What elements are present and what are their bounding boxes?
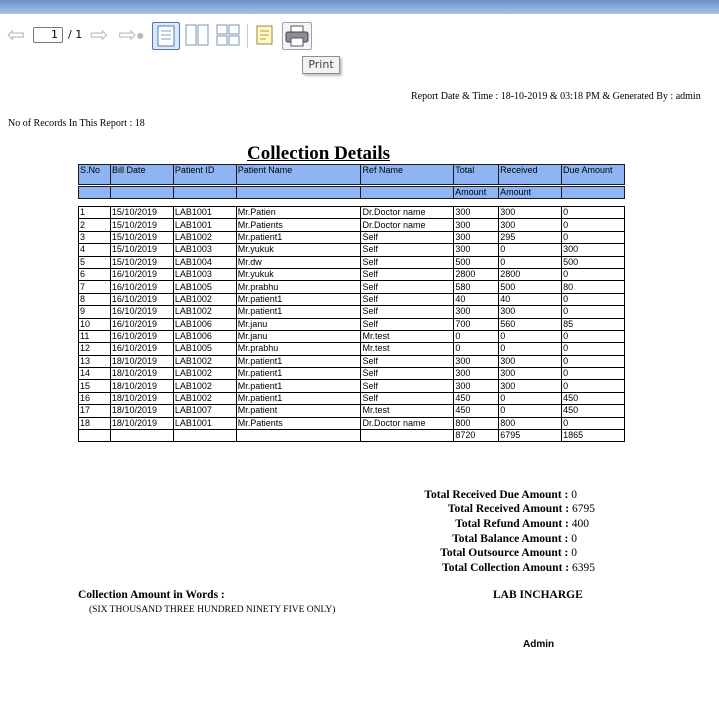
table-cell: 0 xyxy=(562,207,625,219)
table-cell: 0 xyxy=(499,405,562,417)
table-cell: Mr.dw xyxy=(236,256,361,268)
table-cell: 18/10/2019 xyxy=(110,417,173,429)
subheader-cell: Amount xyxy=(499,187,562,199)
table-row xyxy=(79,355,625,367)
table-cell: 15/10/2019 xyxy=(110,207,173,219)
summary-line xyxy=(442,562,595,574)
toolbar-separator xyxy=(247,24,248,48)
table-cell: 300 xyxy=(454,244,499,256)
table-cell: 15 xyxy=(79,380,111,392)
table-cell: 0 xyxy=(499,330,562,342)
table-cell: 300 xyxy=(454,368,499,380)
summary-value: 400 xyxy=(571,518,589,530)
summary-value: 0 xyxy=(571,547,577,559)
table-cell: Mr.test xyxy=(361,343,454,355)
data-table xyxy=(78,206,625,442)
table-cell: LAB1004 xyxy=(173,256,236,268)
table-row xyxy=(79,281,625,293)
records-count: No of Records In This Report : 18 xyxy=(8,118,145,129)
table-cell: LAB1001 xyxy=(173,219,236,231)
table-cell: 1 xyxy=(79,207,111,219)
table-cell: 5 xyxy=(79,256,111,268)
table-cell: 4 xyxy=(79,244,111,256)
summary-line xyxy=(448,503,595,515)
table-cell: Mr.patient1 xyxy=(236,355,361,367)
summary-label: Total Balance Amount : xyxy=(452,533,569,545)
table-cell: 500 xyxy=(562,256,625,268)
table-cell: Mr.janu xyxy=(236,318,361,330)
table-cell: 500 xyxy=(454,256,499,268)
table-cell: Mr.patient1 xyxy=(236,306,361,318)
subheader-cell: Amount xyxy=(454,187,499,199)
table-cell: LAB1006 xyxy=(173,318,236,330)
total-cell: 1865 xyxy=(562,430,625,442)
report-datetime: Report Date & Time : 18-10-2019 & 03:18 PM & Generated By : admin xyxy=(411,91,701,102)
table-cell: 300 xyxy=(562,244,625,256)
table-cell: Self xyxy=(361,355,454,367)
header-cell: S.No xyxy=(79,165,111,185)
table-cell: 16 xyxy=(79,392,111,404)
table-cell: Dr.Doctor name xyxy=(361,417,454,429)
table-cell: Mr.Patients xyxy=(236,219,361,231)
two-page-icon xyxy=(184,22,210,48)
table-cell: 0 xyxy=(562,330,625,342)
table-cell: Mr.prabhu xyxy=(236,343,361,355)
table-cell: LAB1002 xyxy=(173,380,236,392)
table-cell: 0 xyxy=(562,293,625,305)
table-cell: Mr.patient1 xyxy=(236,368,361,380)
table-cell: 10 xyxy=(79,318,111,330)
table-row xyxy=(79,268,625,280)
total-cell xyxy=(173,430,236,442)
table-cell: 450 xyxy=(562,405,625,417)
table-row xyxy=(79,380,625,392)
header-cell: Received xyxy=(499,165,562,185)
table-cell: Mr.Patien xyxy=(236,207,361,219)
header-cell: Patient ID xyxy=(173,165,236,185)
table-cell: 8 xyxy=(79,293,111,305)
table-cell: 0 xyxy=(562,417,625,429)
table-cell: 2800 xyxy=(499,268,562,280)
table-cell: 17 xyxy=(79,405,111,417)
words-value: (SIX THOUSAND THREE HUNDRED NINETY FIVE ONLY) xyxy=(89,605,336,615)
table-cell: 18/10/2019 xyxy=(110,380,173,392)
table-cell: 13 xyxy=(79,355,111,367)
header-cell: Due Amount xyxy=(562,165,625,185)
table-cell: 15/10/2019 xyxy=(110,244,173,256)
table-cell: 16/10/2019 xyxy=(110,293,173,305)
table-cell: LAB1003 xyxy=(173,268,236,280)
table-cell: 16/10/2019 xyxy=(110,306,173,318)
total-cell xyxy=(110,430,173,442)
table-cell: Mr.yukuk xyxy=(236,244,361,256)
table-header xyxy=(78,164,625,185)
table-cell: 9 xyxy=(79,306,111,318)
two-page-view-button[interactable] xyxy=(184,22,212,50)
previous-page-arrow-icon[interactable]: ⇦ xyxy=(6,22,26,48)
table-cell: 15/10/2019 xyxy=(110,219,173,231)
summary-line xyxy=(452,533,577,545)
table-cell: 450 xyxy=(454,405,499,417)
table-cell: 18/10/2019 xyxy=(110,405,173,417)
table-cell: 85 xyxy=(562,318,625,330)
table-cell: 300 xyxy=(499,306,562,318)
total-cell xyxy=(236,430,361,442)
table-cell: 300 xyxy=(499,355,562,367)
table-cell: 14 xyxy=(79,368,111,380)
header-row xyxy=(79,165,625,185)
table-row xyxy=(79,392,625,404)
table-cell: 700 xyxy=(454,318,499,330)
table-cell: 300 xyxy=(454,207,499,219)
summary-label: Total Collection Amount : xyxy=(442,562,570,574)
table-cell: 450 xyxy=(454,392,499,404)
report-title: Collection Details xyxy=(247,143,391,164)
words-label: Collection Amount in Words : xyxy=(78,589,225,601)
table-cell: Mr.yukuk xyxy=(236,268,361,280)
table-cell: 40 xyxy=(454,293,499,305)
table-cell: 300 xyxy=(499,380,562,392)
table-cell: 0 xyxy=(454,343,499,355)
multi-page-icon xyxy=(215,22,241,48)
table-cell: 15/10/2019 xyxy=(110,231,173,243)
table-cell: Self xyxy=(361,256,454,268)
table-cell: LAB1001 xyxy=(173,417,236,429)
multi-page-view-button[interactable] xyxy=(215,22,243,50)
table-row xyxy=(79,330,625,342)
table-cell: Mr.prabhu xyxy=(236,281,361,293)
table-cell: 18/10/2019 xyxy=(110,355,173,367)
table-cell: LAB1002 xyxy=(173,231,236,243)
subheader-cell xyxy=(236,187,361,199)
table-cell: 0 xyxy=(562,268,625,280)
table-cell: Self xyxy=(361,318,454,330)
table-cell: 300 xyxy=(499,368,562,380)
header-cell: Total xyxy=(454,165,499,185)
lab-incharge-label: LAB INCHARGE xyxy=(493,589,583,601)
table-cell: Dr.Doctor name xyxy=(361,219,454,231)
table-cell: 3 xyxy=(79,231,111,243)
subheader-cell xyxy=(110,187,173,199)
table-cell: 300 xyxy=(454,380,499,392)
table-cell: LAB1002 xyxy=(173,368,236,380)
table-cell: LAB1007 xyxy=(173,405,236,417)
table-cell: 18/10/2019 xyxy=(110,368,173,380)
header-cell: Patient Name xyxy=(236,165,361,185)
next-page-arrow-icon[interactable]: ⇨ xyxy=(89,22,109,48)
subheader-cell xyxy=(173,187,236,199)
table-cell: Self xyxy=(361,368,454,380)
table-cell: Mr.Patients xyxy=(236,417,361,429)
page-setup-icon xyxy=(252,22,278,48)
table-row xyxy=(79,293,625,305)
table-cell: Dr.Doctor name xyxy=(361,207,454,219)
report-viewer-toolbar xyxy=(0,14,719,56)
subheader-cell xyxy=(361,187,454,199)
table-cell: 800 xyxy=(499,417,562,429)
table-cell: 300 xyxy=(454,231,499,243)
table-cell: LAB1002 xyxy=(173,392,236,404)
table-cell: 0 xyxy=(562,343,625,355)
table-row xyxy=(79,207,625,219)
table-cell: 300 xyxy=(499,207,562,219)
table-cell: 500 xyxy=(499,281,562,293)
table-row xyxy=(79,318,625,330)
table-cell: Self xyxy=(361,231,454,243)
table-cell: Self xyxy=(361,392,454,404)
table-row xyxy=(79,306,625,318)
last-page-arrow-icon[interactable]: ⇨ ● xyxy=(118,22,144,48)
page-total-label: / 1 xyxy=(68,28,83,41)
table-cell: 80 xyxy=(562,281,625,293)
table-cell: 0 xyxy=(562,368,625,380)
table-subheader xyxy=(78,186,625,199)
table-cell: 0 xyxy=(499,256,562,268)
table-cell: Self xyxy=(361,306,454,318)
table-cell: 580 xyxy=(454,281,499,293)
table-cell: LAB1001 xyxy=(173,207,236,219)
print-tooltip: Print xyxy=(302,56,340,74)
header-cell: Bill Date xyxy=(110,165,173,185)
summary-value: 0 xyxy=(571,533,577,545)
total-cell: 6795 xyxy=(499,430,562,442)
table-cell: Self xyxy=(361,268,454,280)
page-number-input[interactable]: 1 xyxy=(33,27,63,43)
table-row xyxy=(79,417,625,429)
table-cell: 560 xyxy=(499,318,562,330)
table-cell: 0 xyxy=(499,343,562,355)
table-row xyxy=(79,244,625,256)
table-cell: 16/10/2019 xyxy=(110,318,173,330)
table-cell: 12 xyxy=(79,343,111,355)
page-setup-button[interactable] xyxy=(252,22,280,50)
table-cell: 7 xyxy=(79,281,111,293)
table-cell: 450 xyxy=(562,392,625,404)
table-cell: Mr.patient1 xyxy=(236,380,361,392)
table-cell: 0 xyxy=(562,231,625,243)
single-page-view-button[interactable] xyxy=(152,22,180,50)
total-row xyxy=(79,430,625,442)
header-cell: Ref Name xyxy=(361,165,454,185)
table-cell: 0 xyxy=(562,355,625,367)
table-cell: 295 xyxy=(499,231,562,243)
table-cell: 11 xyxy=(79,330,111,342)
table-cell: Self xyxy=(361,380,454,392)
table-cell: 300 xyxy=(454,306,499,318)
table-cell: Mr.patient1 xyxy=(236,231,361,243)
summary-label: Total Refund Amount : xyxy=(455,518,569,530)
summary-line xyxy=(440,547,577,559)
table-cell: 15/10/2019 xyxy=(110,256,173,268)
summary-label: Total Outsource Amount : xyxy=(440,547,569,559)
subheader-row xyxy=(79,187,625,199)
table-cell: LAB1002 xyxy=(173,355,236,367)
table-cell: 16/10/2019 xyxy=(110,330,173,342)
table-cell: Self xyxy=(361,281,454,293)
table-cell: 6 xyxy=(79,268,111,280)
table-cell: Mr.patient xyxy=(236,405,361,417)
table-cell: Self xyxy=(361,244,454,256)
table-cell: Mr.patient1 xyxy=(236,293,361,305)
table-cell: 0 xyxy=(562,219,625,231)
total-cell xyxy=(79,430,111,442)
summary-value: 0 xyxy=(571,489,577,501)
table-cell: 800 xyxy=(454,417,499,429)
table-cell: LAB1002 xyxy=(173,306,236,318)
table-cell: 40 xyxy=(499,293,562,305)
table-cell: LAB1002 xyxy=(173,293,236,305)
table-cell: 300 xyxy=(454,219,499,231)
signatory-name: Admin xyxy=(523,639,555,650)
table-cell: 300 xyxy=(454,355,499,367)
print-button[interactable] xyxy=(282,22,312,50)
subheader-cell xyxy=(79,187,111,199)
summary-label: Total Received Amount : xyxy=(447,503,570,515)
single-page-icon xyxy=(153,23,179,49)
table-cell: 18 xyxy=(79,417,111,429)
summary-label: Total Received Due Amount : xyxy=(424,489,569,501)
table-cell: 18/10/2019 xyxy=(110,392,173,404)
table-cell: 0 xyxy=(499,244,562,256)
table-cell: Mr.test xyxy=(361,330,454,342)
table-cell: 300 xyxy=(499,219,562,231)
table-row xyxy=(79,405,625,417)
summary-value: 6795 xyxy=(572,503,595,515)
summary-line xyxy=(455,518,589,530)
table-cell: 16/10/2019 xyxy=(110,281,173,293)
table-cell: 0 xyxy=(454,330,499,342)
subheader-cell xyxy=(562,187,625,199)
table-cell: 0 xyxy=(499,392,562,404)
table-cell: 2800 xyxy=(454,268,499,280)
table-cell: 16/10/2019 xyxy=(110,343,173,355)
table-cell: Mr.patient1 xyxy=(236,392,361,404)
table-cell: 16/10/2019 xyxy=(110,268,173,280)
total-cell xyxy=(361,430,454,442)
table-cell: LAB1005 xyxy=(173,343,236,355)
table-row xyxy=(79,256,625,268)
table-row xyxy=(79,368,625,380)
total-cell: 8720 xyxy=(454,430,499,442)
table-row xyxy=(79,219,625,231)
table-cell: 0 xyxy=(562,380,625,392)
table-cell: LAB1006 xyxy=(173,330,236,342)
table-row xyxy=(79,231,625,243)
printer-icon xyxy=(283,23,311,49)
table-cell: LAB1005 xyxy=(173,281,236,293)
summary-value: 6395 xyxy=(572,562,595,574)
table-cell: Mr.janu xyxy=(236,330,361,342)
table-cell: 0 xyxy=(562,306,625,318)
table-row xyxy=(79,343,625,355)
summary-line xyxy=(424,489,577,501)
table-cell: Self xyxy=(361,293,454,305)
table-cell: Mr.test xyxy=(361,405,454,417)
table-cell: 2 xyxy=(79,219,111,231)
window-top-strip xyxy=(0,0,719,14)
table-cell: LAB1003 xyxy=(173,244,236,256)
